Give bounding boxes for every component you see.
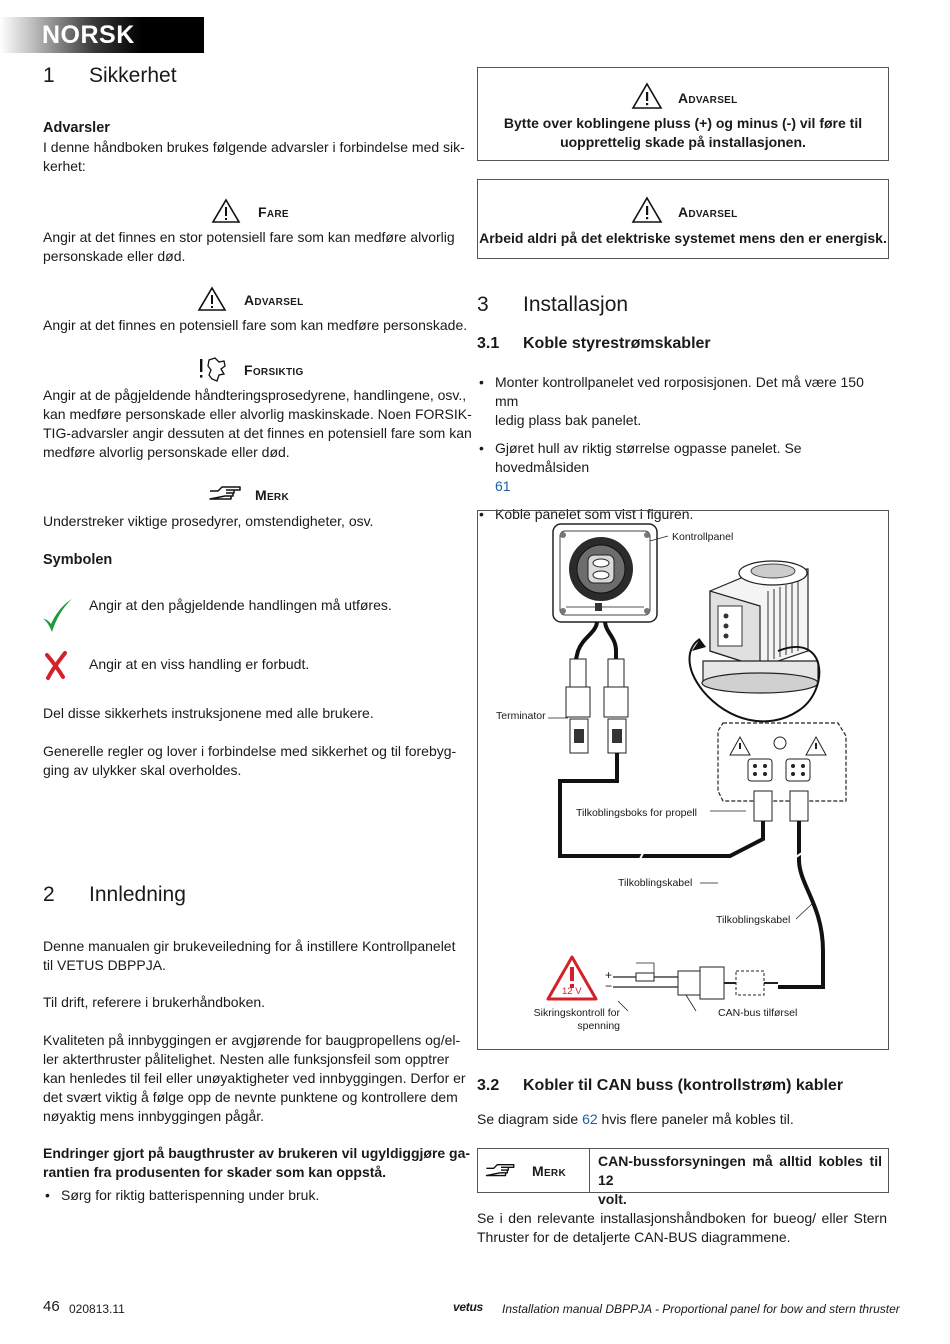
text-line: til VETUS DBPPJA. — [43, 957, 166, 973]
warning-box-energized — [477, 179, 889, 259]
warning-text — [478, 114, 888, 152]
warnings-heading: Advarsler — [43, 120, 110, 136]
label-tilkoblingsboks: Tilkoblingsboks for propell — [576, 807, 698, 819]
section-number: 1 — [43, 64, 55, 87]
share-instructions: Del disse sikkerhets instruksjonene med alle brukere. — [43, 705, 374, 721]
caution-exclamation-icon — [197, 355, 231, 383]
footer-title: Installation manual DBPPJA - Proportional panel for bow and stern thruster — [502, 1302, 900, 1316]
list-item: • Sørg for riktig batterispenning under bruk. — [43, 1186, 453, 1205]
text-line: ledig plass bak panelet. — [495, 412, 642, 428]
label-sikringskontroll — [532, 1007, 620, 1033]
battery-bullet-list — [43, 1186, 453, 1214]
text-line: Se i den relevante installasjonshåndboken for bueog/ eller Stern — [477, 1210, 887, 1226]
symbols-heading: Symbolen — [43, 552, 113, 568]
label-voltage: 12 V — [562, 986, 582, 997]
label-tilkoblingskabel-2: Tilkoblingskabel — [716, 914, 791, 926]
label-kontrollpanel: Kontrollpanel — [672, 531, 734, 543]
warnings-intro — [43, 138, 465, 176]
advarsel-description: Angir at det finnes en potensiell fare som kan medføre personskade. — [43, 317, 468, 333]
merk-description: Understreker viktige prosedyrer, omstendigheter, osv. — [43, 513, 374, 529]
final-paragraph — [477, 1209, 887, 1247]
label-plus: + — [605, 968, 613, 982]
section-number: 3 — [477, 293, 489, 316]
thruster-motor-illustration — [702, 561, 818, 693]
section-2-heading — [43, 882, 186, 908]
fare-label: Fare — [258, 204, 289, 220]
text-line: personskade eller død. — [43, 248, 186, 264]
text-line: CAN-bussforsyningen må alltid kobles til 12 — [598, 1153, 882, 1188]
forsiktig-description — [43, 386, 472, 462]
text-line: Bytte over koblingene pluss (+) og minus (-) vil føre til — [503, 115, 863, 131]
can-bus-intro — [477, 1110, 794, 1129]
can-bus-connector-illustration — [678, 967, 778, 999]
text-line: kerhet: — [43, 158, 86, 174]
text-line: Generelle regler og lover i forbindelse med sikkerhet og til forebyg- — [43, 743, 457, 759]
warranty-notice — [43, 1144, 470, 1182]
general-rules — [43, 742, 456, 780]
text-line: TIG-advarsler angir dessuten at det finnes en potensiell fare som kan — [43, 425, 472, 441]
text-line: kan medføre personskade eller alvorlig maskinskade. Noen FORSIK- — [43, 406, 472, 422]
label-minus: − — [605, 979, 613, 993]
subsection-3-2-heading — [477, 1076, 843, 1096]
section-title: Installasjon — [523, 293, 629, 316]
label-terminator: Terminator — [496, 710, 546, 722]
text-line: Kvaliteten på innbyggingen er avgjørende for baugpropellens og/el- — [43, 1032, 461, 1048]
warning-triangle-icon — [631, 82, 663, 110]
intro-paragraph-3 — [43, 1031, 466, 1126]
text-line: Angir at de pågjeldende håndteringsprosedyrene, handlingene, osv., — [43, 387, 467, 403]
text-line: Endringer gjort på baugthruster av brukeren vil ugyldiggjøre ga- — [43, 1145, 471, 1161]
subsection-number: 3.1 — [477, 335, 500, 352]
intro-paragraph-2: Til drift, referere i brukerhåndboken. — [43, 994, 266, 1010]
brand-logo: vetus — [453, 1300, 483, 1314]
text-line: kan henledes til feil eller unøyaktigheter ved innbyggingen. Derfor er — [43, 1070, 466, 1086]
text-line: Denne manualen gir brukeveiledning for å instillere Kontrollpanelet — [43, 938, 456, 954]
label-can-bus: CAN-bus tilførsel — [718, 1007, 798, 1019]
warning-triangle-icon — [211, 198, 241, 224]
pointing-hand-icon — [208, 483, 244, 505]
page-link[interactable]: 62 — [582, 1111, 598, 1127]
forsiktig-label: Forsiktig — [244, 362, 304, 378]
text-line: volt. — [598, 1191, 627, 1207]
label-tilkoblingskabel-1: Tilkoblingskabel — [618, 877, 693, 889]
advarsel-label: Advarsel — [244, 292, 304, 308]
text-line: rantien fra produsenten for skader som kan oppstå. — [43, 1164, 387, 1180]
subsection-title: Kobler til CAN buss (kontrollstrøm) kabler — [523, 1077, 844, 1094]
language-tab-label: NORSK — [42, 21, 135, 49]
warning-triangle-icon — [197, 286, 227, 312]
symbol-check-description: Angir at den pågjeldende handlingen må utføres. — [89, 597, 392, 613]
list-item — [477, 373, 889, 430]
fare-description — [43, 228, 455, 266]
warning-label: Advarsel — [678, 204, 738, 220]
install-steps-list — [477, 373, 889, 533]
section-number: 2 — [43, 883, 55, 906]
page-number: 46 — [43, 1298, 60, 1315]
wiring-diagram-drawing — [478, 511, 888, 1049]
warning-triangle-icon — [631, 196, 663, 224]
text-line: I denne håndboken brukes følgende advarsler i forbindelse med sik- — [43, 139, 465, 155]
text-line: ler akterthruster pålitelighet. Nesten alle funksjonsfeil som opptrer — [43, 1051, 450, 1067]
intro-paragraph-1 — [43, 937, 455, 975]
text-line: uopprettelig skade på installasjonen. — [560, 134, 806, 150]
section-1-heading — [43, 63, 177, 89]
text-line: • Gjøret hull av riktig størrelse ogpasse panelet. Se hovedmålsiden — [495, 440, 802, 475]
terminator-illustration — [570, 719, 588, 753]
connector-right — [604, 659, 628, 717]
merk-label: Merk — [255, 487, 289, 503]
control-panel-illustration — [553, 524, 657, 622]
connector-left — [566, 659, 590, 717]
symbol-cross-description: Angir at en viss handling er forbudt. — [89, 656, 310, 672]
warning-label: Advarsel — [678, 90, 738, 106]
text-line: medføre alvorlig personskade eller død. — [43, 444, 290, 460]
warning-box-polarity — [477, 67, 889, 161]
section-title: Sikkerhet — [89, 64, 177, 87]
cross-icon — [43, 650, 71, 680]
doc-code: 020813.11 — [69, 1302, 125, 1316]
section-3-heading — [477, 292, 628, 318]
section-title: Innledning — [89, 883, 186, 906]
text-line: ging av ulykker skal overholdes. — [43, 762, 242, 778]
language-tab — [0, 17, 204, 53]
text-line: Sikringskontroll for — [533, 1007, 620, 1019]
subsection-3-1-heading — [477, 334, 711, 354]
subsection-title: Koble styrestrømskabler — [523, 335, 711, 352]
text-segment: hvis flere paneler må kobles til. — [597, 1111, 794, 1127]
merk-note-text — [598, 1152, 882, 1209]
merk-note-label-cell — [478, 1149, 590, 1192]
text-segment: Se diagram side — [477, 1111, 583, 1127]
text-line: Thruster for de detaljerte CAN-BUS diagrammene. — [477, 1229, 791, 1245]
wiring-diagram — [477, 510, 889, 1050]
pointing-hand-icon — [484, 1161, 518, 1181]
list-item: • Koble panelet som vist i figuren. — [477, 505, 889, 524]
text-line: Angir at det finnes en stor potensiell fare som kan medføre alvorlig — [43, 229, 455, 245]
warning-text: Arbeid aldri på det elektriske systemet mens den er energisk. — [479, 230, 887, 246]
connection-box-illustration — [718, 723, 846, 821]
text-line: spenning — [577, 1020, 620, 1032]
page-link[interactable]: 61 — [495, 478, 511, 494]
text-line: det svært viktig å følge opp de nevnte punktene og kontrollere dem — [43, 1089, 458, 1105]
merk-note-box — [477, 1148, 889, 1207]
connector-plug-right — [608, 719, 626, 753]
checkmark-icon — [40, 597, 74, 635]
list-item — [477, 439, 889, 496]
subsection-number: 3.2 — [477, 1077, 500, 1094]
text-line: nøyaktig mens innbyggingen pågår. — [43, 1108, 265, 1124]
text-line: • Monter kontrollpanelet ved rorposisjonen. Det må være 150 mm — [495, 374, 864, 409]
merk-note-label: Merk — [532, 1163, 566, 1179]
